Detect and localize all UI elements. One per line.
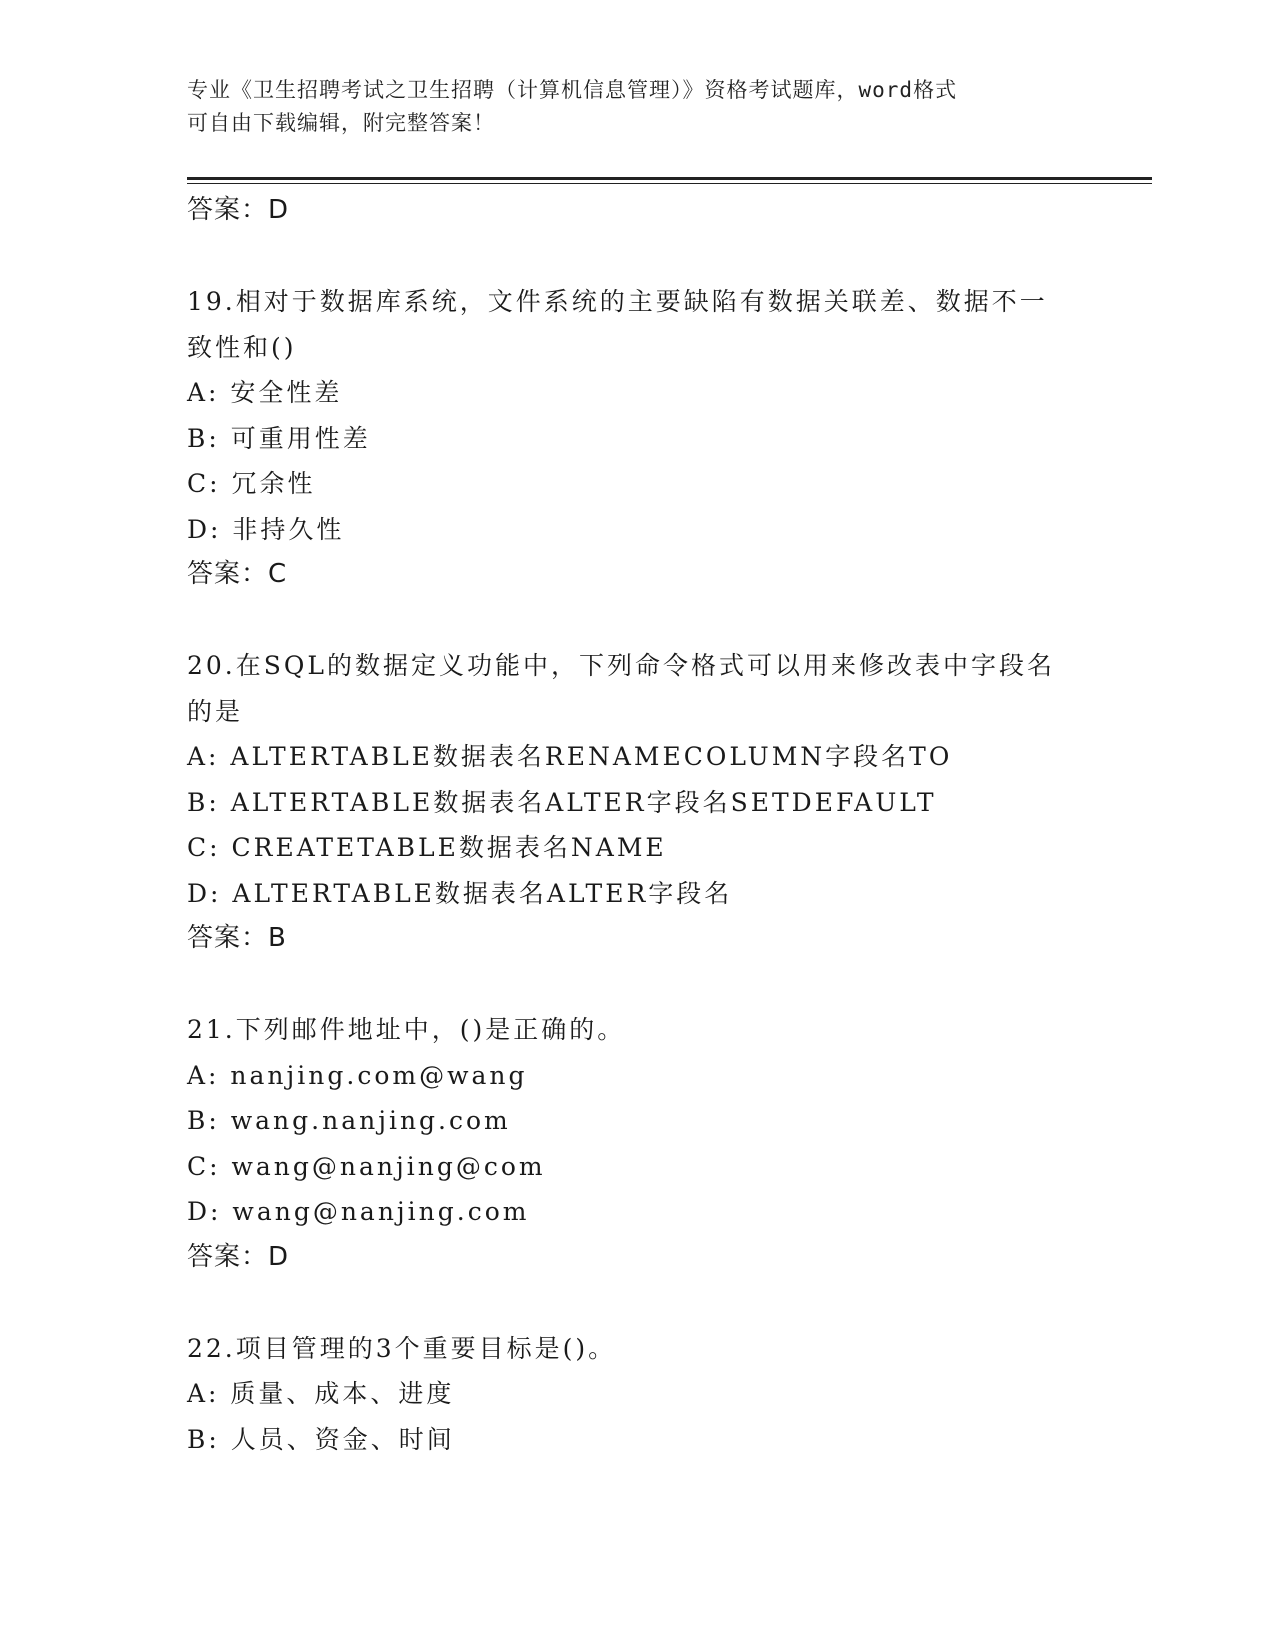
spacer <box>187 598 1087 644</box>
question-21 <box>187 1007 1087 1280</box>
question-22 <box>187 1326 1087 1463</box>
question-21-option-c: C: wang@nanjing@com <box>187 1151 546 1181</box>
question-19-option-a: A: 安全性差 <box>187 378 343 407</box>
question-22-option-b: B: 人员、资金、时间 <box>187 1424 455 1454</box>
question-20-stem-line-2: 的是 <box>187 696 244 726</box>
question-19-stem-line-1: 19.相对于数据库系统，文件系统的主要缺陷有数据关联差、数据不一 <box>187 287 1048 316</box>
question-20-option-b: B: ALTERTABLE数据表名ALTER字段名SETDEFAULT <box>187 787 937 817</box>
question-20-option-c: C: CREATETABLE数据表名NAME <box>187 833 667 862</box>
header-divider-thick <box>187 177 1152 180</box>
spacer <box>187 962 1087 1008</box>
question-20-option-d: D: ALTERTABLE数据表名ALTER字段名 <box>187 878 733 908</box>
previous-answer: 答案：D <box>187 195 290 225</box>
question-19-option-c: C: 冗余性 <box>187 469 316 498</box>
question-20-option-a: A: ALTERTABLE数据表名RENAMECOLUMN字段名TO <box>187 742 953 771</box>
question-22-option-a: A: 质量、成本、进度 <box>187 1379 455 1408</box>
document-header <box>187 74 1067 140</box>
question-19 <box>187 279 1087 598</box>
question-21-option-d: D: wang@nanjing.com <box>187 1197 530 1226</box>
question-20 <box>187 643 1087 962</box>
question-20-stem-line-1: 20.在SQL的数据定义功能中，下列命令格式可以用来修改表中字段名 <box>187 651 1055 680</box>
question-20-answer: 答案：B <box>187 923 287 953</box>
header-line-1: 专业《卫生招聘考试之卫生招聘（计算机信息管理）》资格考试题库，word格式 <box>187 78 958 102</box>
question-19-stem-line-2: 致性和() <box>187 332 297 362</box>
header-line-2: 可自由下载编辑，附完整答案！ <box>187 111 495 135</box>
question-19-answer: 答案：C <box>187 559 288 589</box>
spacer <box>187 234 1087 280</box>
question-22-stem-line-1: 22.项目管理的3个重要目标是()。 <box>187 1333 617 1363</box>
question-list <box>187 188 1087 1462</box>
spacer <box>187 1280 1087 1326</box>
question-21-option-b: B: wang.nanjing.com <box>187 1106 511 1135</box>
question-19-option-b: B: 可重用性差 <box>187 423 371 453</box>
question-19-option-d: D: 非持久性 <box>187 514 345 544</box>
question-21-answer: 答案：D <box>187 1241 290 1272</box>
question-21-stem-line-1: 21.下列邮件地址中，()是正确的。 <box>187 1015 626 1044</box>
question-21-option-a: A: nanjing.com@wang <box>187 1060 528 1090</box>
header-divider-thin <box>187 183 1152 184</box>
